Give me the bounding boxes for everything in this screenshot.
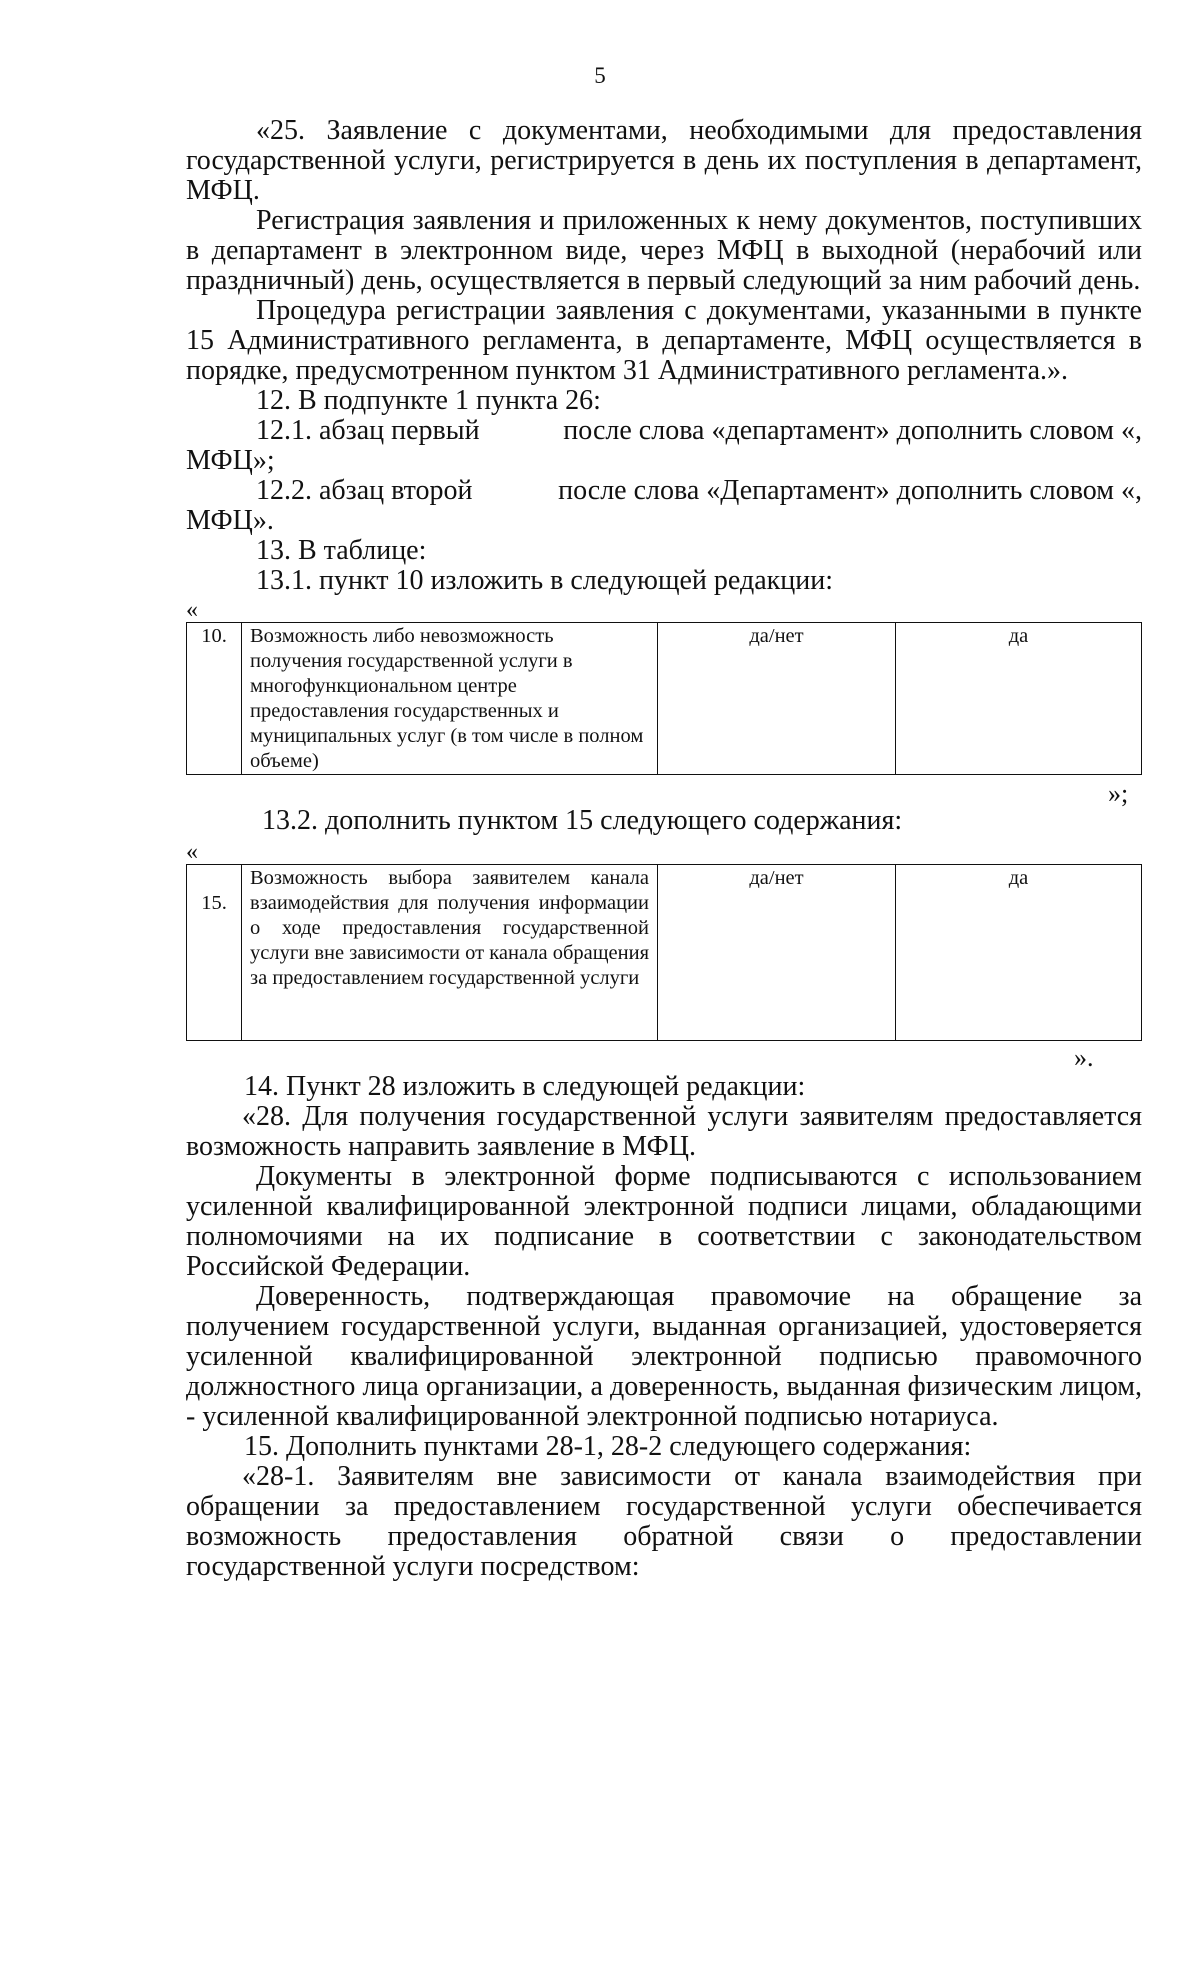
row-15-options: да/нет	[658, 865, 896, 1041]
item-12-title: 12. В подпункте 1 пункта 26:	[256, 385, 601, 416]
item-12-2-right: после слова «Департамент» дополнить словом «,	[558, 475, 1142, 506]
table-row-15	[186, 864, 1142, 1041]
item-12-1-wrap: МФЦ»;	[186, 445, 275, 476]
table-row	[187, 623, 1142, 775]
item-12-2-wrap: МФЦ».	[186, 505, 274, 536]
open-quote-2: «	[186, 839, 198, 865]
paragraph-28-3: Доверенность, подтверждающая правомочие на обращение за получением государственной услуги, выданная организацией, удостоверяется усиленной квалифицированной электронной подписью правомочного должностного лица организации, а доверенность, выданная физическим лицом, - усиленной квалифицированной электронной подписью нотариуса.	[186, 1281, 1142, 1432]
paragraph-25-3: Процедура регистрации заявления с документами, указанными в пункте 15 Административного регламента, в департаменте, МФЦ осуществляется в порядке, предусмотренном пунктом 31 Административного регламента.».	[186, 295, 1142, 386]
row-10-options: да/нет	[658, 623, 896, 775]
paragraph-28-1-new: «28-1. Заявителям вне зависимости от канала взаимодействия при обращении за предоставлением государственной услуги обеспечивается возможность предоставления обратной связи о предоставлении государственной услуги посредством:	[186, 1461, 1142, 1582]
item-12-1-left: 12.1. абзац первый	[256, 415, 480, 446]
item-13-1: 13.1. пункт 10 изложить в следующей редакции:	[256, 565, 833, 596]
table-row-10	[186, 622, 1142, 775]
row-10-value: да	[896, 623, 1142, 775]
open-quote-1: «	[186, 597, 198, 623]
item-13-title: 13. В таблице:	[256, 535, 427, 566]
item-15-title: 15. Дополнить пунктами 28-1, 28-2 следующего содержания:	[244, 1431, 972, 1462]
item-14-title: 14. Пункт 28 изложить в следующей редакции:	[244, 1071, 806, 1102]
close-quote-1: »;	[1108, 779, 1129, 808]
row-10-number: 10.	[187, 623, 242, 775]
row-15-description: Возможность выбора заявителем канала взаимодействия для получения информации о ходе предоставления государственной услуги вне зависимости от канала обращения за предоставлением государственной услуги	[242, 865, 658, 1041]
close-quote-2: ».	[1074, 1043, 1094, 1072]
paragraph-28-1: «28. Для получения государственной услуги заявителям предоставляется возможность направить заявление в МФЦ.	[186, 1101, 1142, 1162]
item-12-1-right: после слова «департамент» дополнить словом «,	[563, 415, 1142, 446]
row-15-number: 15.	[187, 865, 242, 1041]
item-12-2-left: 12.2. абзац второй	[256, 475, 473, 506]
row-15-value: да	[896, 865, 1142, 1041]
item-13-2: 13.2. дополнить пунктом 15 следующего содержания:	[262, 805, 903, 836]
page-number: 5	[594, 63, 606, 88]
paragraph-25-2: Регистрация заявления и приложенных к нему документов, поступивших в департамент в электронном виде, через МФЦ в выходной (нерабочий или праздничный) день, осуществляется в первый следующий за ним рабочий день.	[186, 205, 1142, 296]
paragraph-28-2: Документы в электронной форме подписываются с использованием усиленной квалифицированной электронной подписи лицами, обладающими полномочиями на их подписание в соответствии с законодательством Российской Федерации.	[186, 1161, 1142, 1282]
row-10-description: Возможность либо невозможность получения государственной услуги в многофункциональном центре предоставления государственных и муниципальных услуг (в том числе в полном объеме)	[242, 623, 658, 775]
paragraph-25-1: «25. Заявление с документами, необходимыми для предоставления государственной услуги, регистрируется в день их поступления в департамент, МФЦ.	[186, 115, 1142, 206]
table-row	[187, 865, 1142, 1041]
